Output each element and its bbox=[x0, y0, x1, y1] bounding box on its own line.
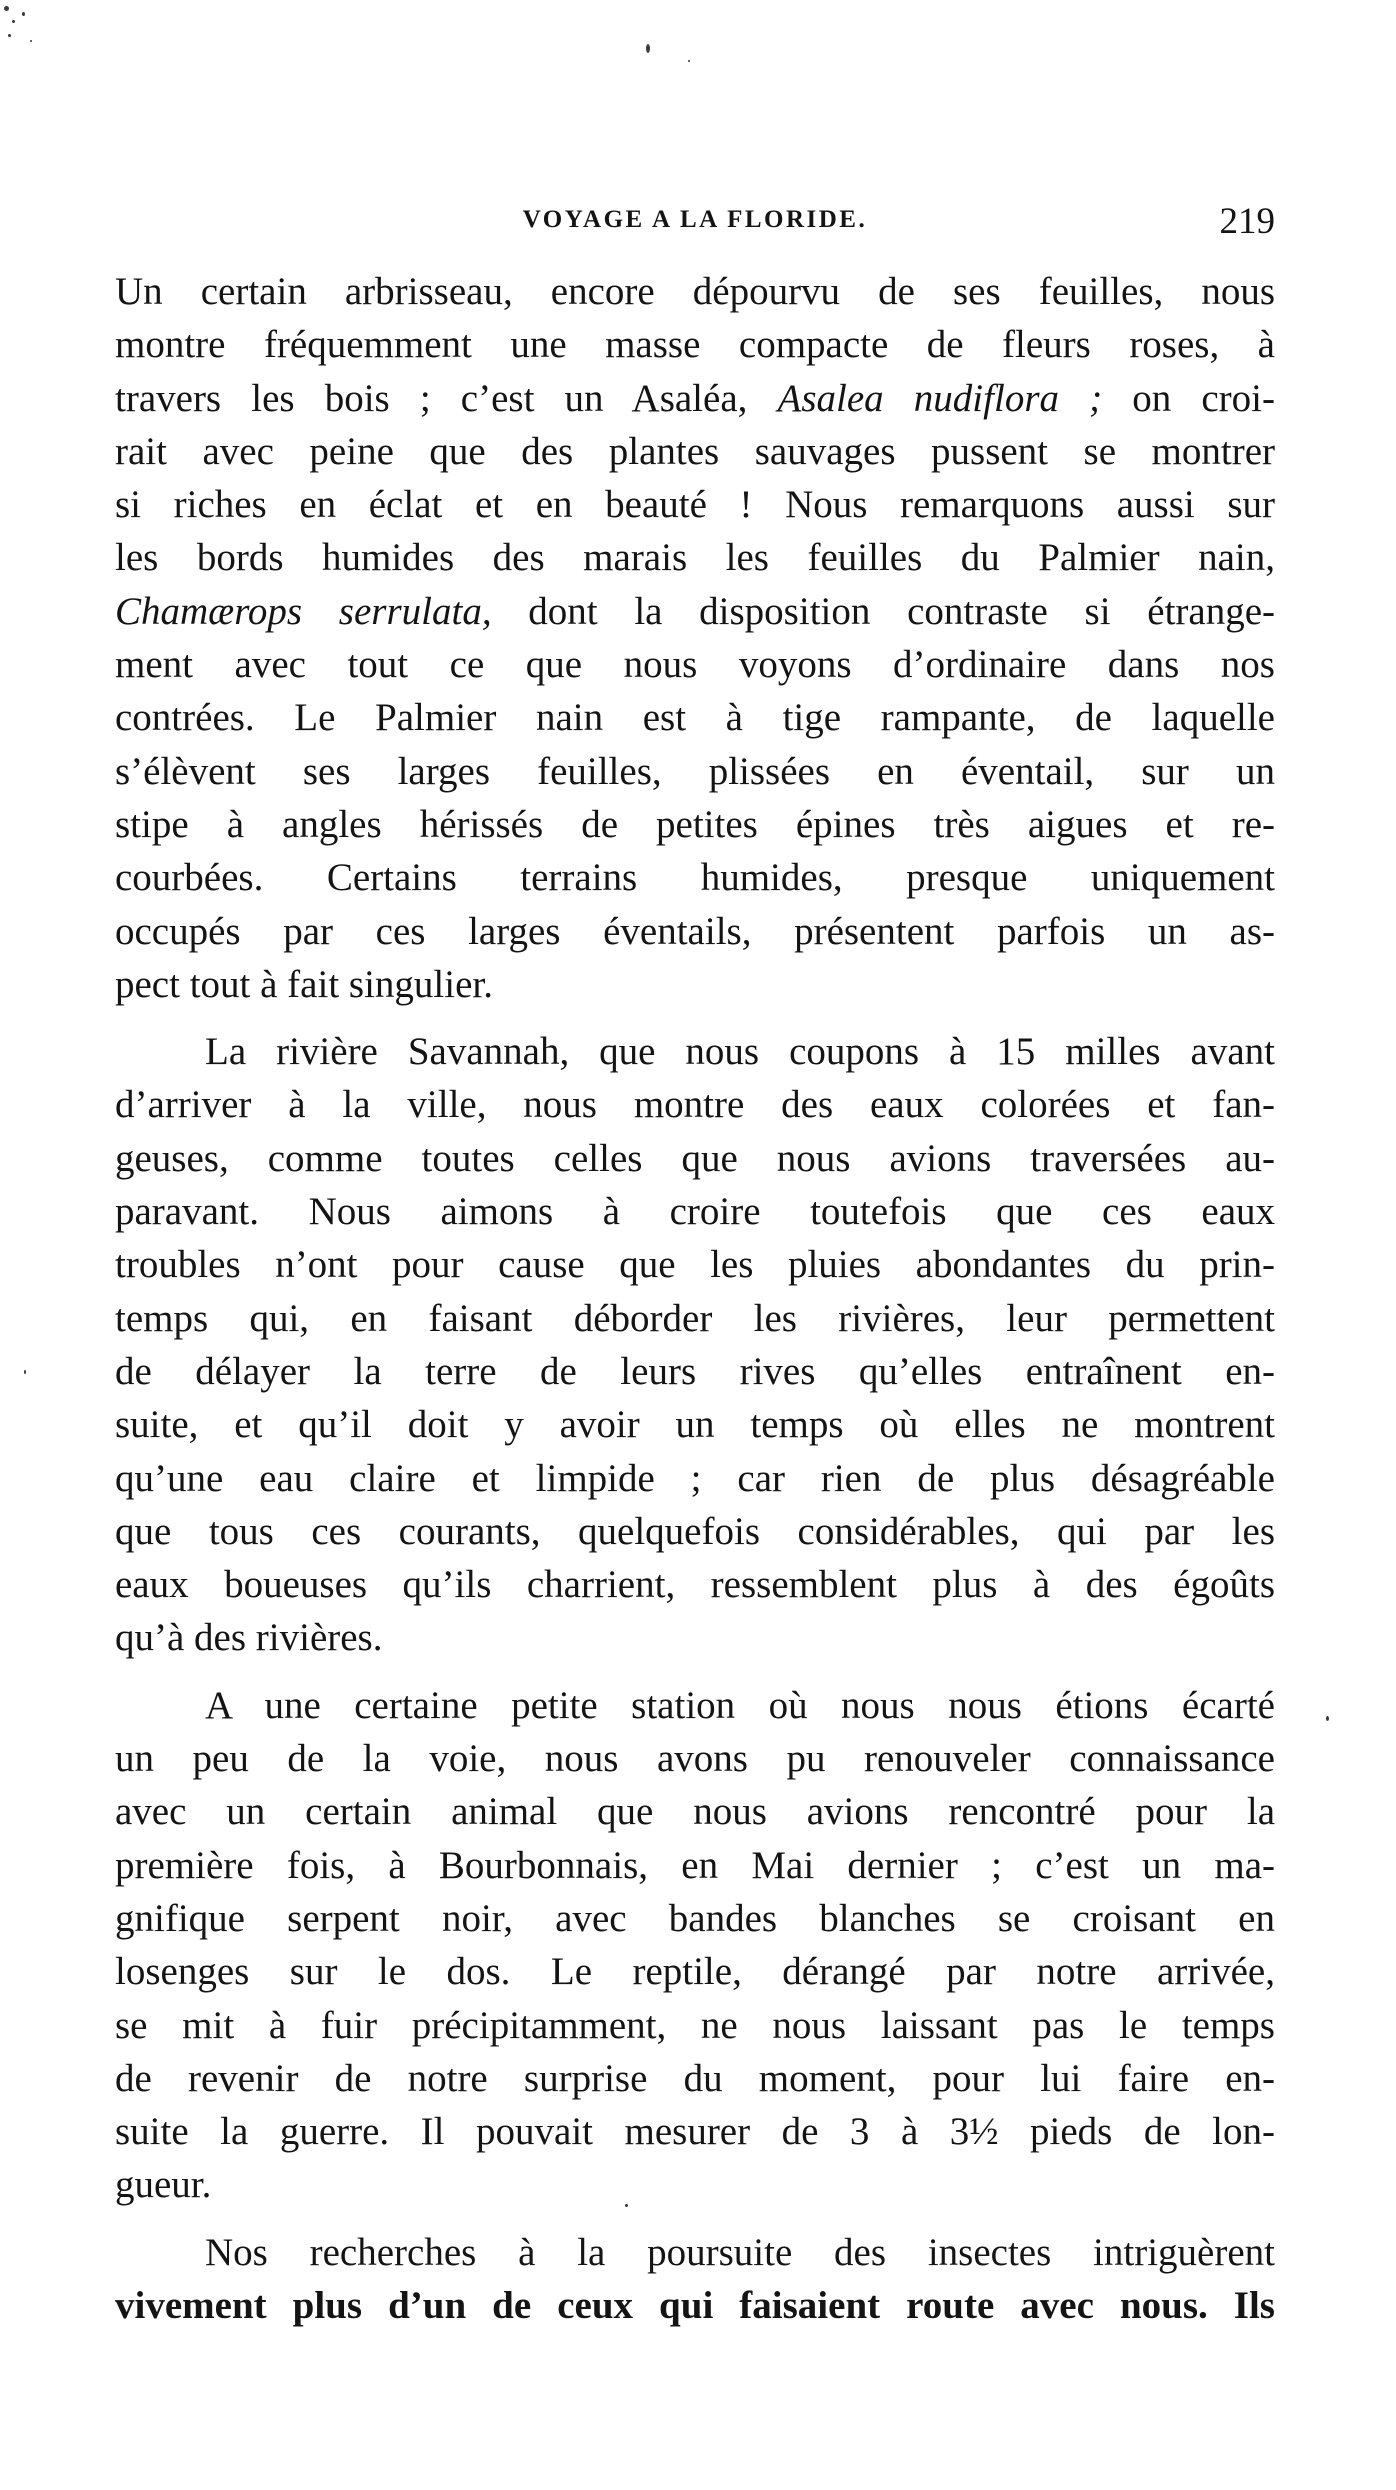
text-segment: que tous ces courants, quelquefois considérables, qui par les bbox=[115, 1509, 1275, 1553]
text-segment: temps qui, en faisant déborder les rivières, leur permettent bbox=[115, 1296, 1275, 1340]
text-segment: si riches en éclat et en beauté ! Nous remarquons aussi sur bbox=[115, 483, 1275, 527]
ink-speck bbox=[4, 6, 9, 11]
text-segment: on croi- bbox=[1102, 376, 1275, 420]
text-line bbox=[115, 851, 1275, 904]
text-line bbox=[115, 2105, 1275, 2158]
text-segment: montre fréquemment une masse compacte de fleurs roses, à bbox=[115, 323, 1275, 367]
text-line bbox=[115, 1945, 1275, 1998]
text-segment: les bords humides des marais les feuilles du Palmier nain, bbox=[115, 536, 1275, 580]
text-line bbox=[115, 372, 1275, 425]
text-line bbox=[115, 1238, 1275, 1291]
paragraph bbox=[115, 2226, 1275, 2333]
body-text bbox=[115, 265, 1275, 2332]
text-segment: qu’à des rivières. bbox=[115, 1616, 383, 1660]
text-segment: dont la disposition contraste si étrange- bbox=[491, 589, 1275, 633]
text-segment: un peu de la voie, nous avons pu renouveler connaissance bbox=[115, 1737, 1275, 1781]
text-line bbox=[115, 2052, 1275, 2105]
text-segment: rait avec peine que des plantes sauvages pussent se montrer bbox=[115, 429, 1275, 473]
text-line bbox=[115, 1679, 1275, 1732]
text-segment: travers les bois ; c’est un Asaléa, bbox=[115, 376, 778, 420]
text-segment: eaux boueuses qu’ils charrient, ressemblent plus à des égoûts bbox=[115, 1563, 1275, 1607]
running-header bbox=[115, 200, 1275, 250]
text-line bbox=[115, 1505, 1275, 1558]
text-segment: A une certaine petite station où nous nous étions écarté bbox=[205, 1683, 1275, 1727]
text-segment: troubles n’ont pour cause que les pluies abondantes du prin- bbox=[115, 1243, 1275, 1287]
text-segment: Nos recherches à la poursuite des insectes intriguèrent bbox=[205, 2230, 1275, 2274]
text-segment: occupés par ces larges éventails, présentent parfois un as- bbox=[115, 909, 1275, 953]
text-line bbox=[115, 1292, 1275, 1345]
text-segment: stipe à angles hérissés de petites épines très aigues et re- bbox=[115, 802, 1275, 846]
text-line bbox=[115, 265, 1275, 318]
text-line bbox=[115, 1132, 1275, 1185]
paragraph bbox=[115, 1679, 1275, 2212]
text-line bbox=[115, 1839, 1275, 1892]
text-line bbox=[115, 531, 1275, 584]
paragraph bbox=[115, 1025, 1275, 1665]
text-line bbox=[115, 638, 1275, 691]
text-line bbox=[115, 1611, 1275, 1664]
text-segment: paravant. Nous aimons à croire toutefois que ces eaux bbox=[115, 1190, 1275, 1234]
text-segment: courbées. Certains terrains humides, presque uniquement bbox=[115, 856, 1275, 900]
text-line bbox=[115, 2158, 1275, 2211]
text-line bbox=[115, 1078, 1275, 1131]
text-line bbox=[115, 958, 1275, 1011]
text-line bbox=[115, 478, 1275, 531]
italic-text: Asalea nudiflora ; bbox=[777, 376, 1103, 420]
text-line bbox=[115, 1452, 1275, 1505]
text-line bbox=[115, 798, 1275, 851]
text-segment: d’arriver à la ville, nous montre des eaux colorées et fan- bbox=[115, 1083, 1275, 1127]
text-line bbox=[115, 745, 1275, 798]
text-line bbox=[115, 1025, 1275, 1078]
text-line bbox=[115, 585, 1275, 638]
running-title: VOYAGE A LA FLORIDE. bbox=[522, 206, 868, 233]
text-segment: ment avec tout ce que nous voyons d’ordinaire dans nos bbox=[115, 643, 1275, 687]
ink-speck bbox=[12, 20, 15, 23]
text-segment: de délayer la terre de leurs rives qu’elles entraînent en- bbox=[115, 1349, 1275, 1393]
page-number: 219 bbox=[1219, 201, 1275, 242]
text-line bbox=[115, 318, 1275, 371]
paragraph bbox=[115, 265, 1275, 1011]
ink-speck bbox=[30, 40, 32, 42]
text-segment: avec un certain animal que nous avions rencontré pour la bbox=[115, 1790, 1275, 1834]
text-segment: Un certain arbrisseau, encore dépourvu de ses feuilles, nous bbox=[115, 270, 1275, 313]
ink-speck bbox=[24, 1370, 26, 1374]
text-segment: geuses, comme toutes celles que nous avions traversées au- bbox=[115, 1136, 1275, 1180]
text-line bbox=[115, 425, 1275, 478]
text-segment: gueur. bbox=[115, 2163, 212, 2207]
ink-speck bbox=[688, 60, 690, 62]
text-line bbox=[115, 2226, 1275, 2279]
text-line bbox=[115, 1732, 1275, 1785]
italic-text: Chamærops serrulata, bbox=[115, 589, 492, 633]
text-line bbox=[115, 1185, 1275, 1238]
text-line bbox=[115, 905, 1275, 958]
text-segment: La rivière Savannah, que nous coupons à 15 milles avant bbox=[205, 1030, 1275, 1074]
ink-speck bbox=[22, 12, 25, 16]
ink-speck bbox=[646, 44, 650, 53]
text-segment: s’élèvent ses larges feuilles, plissées en éventail, sur un bbox=[115, 749, 1275, 793]
text-segment: qu’une eau claire et limpide ; car rien de plus désagréable bbox=[115, 1456, 1275, 1500]
text-segment: contrées. Le Palmier nain est à tige rampante, de laquelle bbox=[115, 696, 1275, 740]
text-segment: se mit à fuir précipitamment, ne nous laissant pas le temps bbox=[115, 2003, 1275, 2047]
text-segment: gnifique serpent noir, avec bandes blanches se croisant en bbox=[115, 1896, 1275, 1940]
text-segment: suite, et qu’il doit y avoir un temps où elles ne montrent bbox=[115, 1403, 1275, 1447]
text-segment: suite la guerre. Il pouvait mesurer de 3 à 3½ pieds de lon- bbox=[115, 2110, 1275, 2154]
text-segment: de revenir de notre surprise du moment, pour lui faire en- bbox=[115, 2056, 1275, 2100]
text-line bbox=[115, 1999, 1275, 2052]
text-segment: vivement plus d’un de ceux qui faisaient route avec nous. Ils bbox=[115, 2283, 1275, 2327]
text-line bbox=[115, 2279, 1275, 2332]
text-line bbox=[115, 1345, 1275, 1398]
text-line bbox=[115, 1892, 1275, 1945]
text-segment: première fois, à Bourbonnais, en Mai dernier ; c’est un ma- bbox=[115, 1843, 1275, 1887]
text-line bbox=[115, 1558, 1275, 1611]
text-line bbox=[115, 1785, 1275, 1838]
text-line bbox=[115, 1398, 1275, 1451]
text-segment: losenges sur le dos. Le reptile, dérangé par notre arrivée, bbox=[115, 1950, 1275, 1994]
ink-speck bbox=[1326, 1716, 1329, 1721]
ink-speck bbox=[8, 34, 11, 37]
text-segment: pect tout à fait singulier. bbox=[115, 962, 493, 1006]
text-line bbox=[115, 691, 1275, 744]
